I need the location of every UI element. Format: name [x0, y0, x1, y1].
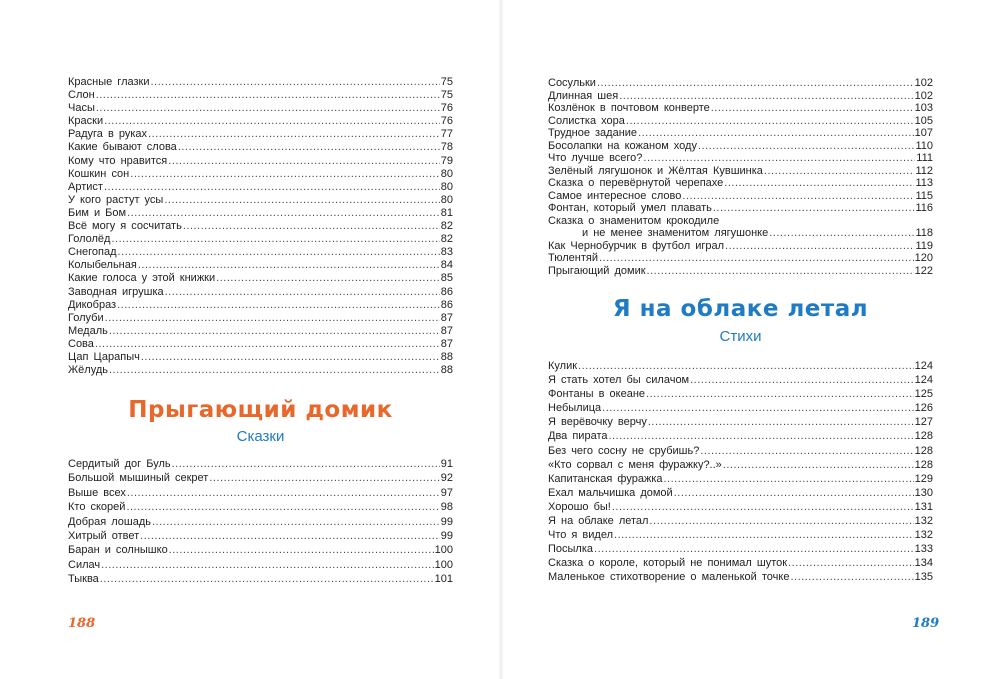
toc-entry-page: 125 [914, 388, 933, 401]
toc-entry [548, 387, 933, 401]
toc-entry [68, 351, 453, 364]
left-toc-list-1 [68, 76, 453, 377]
toc-entry [68, 233, 453, 246]
toc-entry [68, 558, 453, 572]
toc-entry-title: Небылица [548, 402, 602, 415]
dot-leader [141, 351, 440, 364]
toc-entry [548, 152, 933, 165]
toc-entry [548, 514, 933, 528]
toc-entry-title: Сердитый дог Буль [68, 458, 171, 470]
right-toc-list-2 [548, 359, 933, 585]
dot-leader [152, 515, 440, 529]
toc-entry-title: Баран и солнышко [68, 544, 168, 557]
right-section-subtitle: Стихи [719, 328, 762, 345]
toc-entry [548, 570, 933, 584]
toc-entry-page: 119 [915, 239, 933, 252]
toc-entry-title: Тюлентяй [548, 252, 598, 264]
toc-entry-page: 133 [914, 543, 933, 556]
toc-entry [548, 528, 933, 542]
dot-leader [602, 401, 914, 415]
toc-entry [548, 444, 933, 458]
dot-leader [643, 152, 915, 165]
toc-entry-title: Часы [68, 102, 95, 115]
toc-entry-title: Как Чернобурчик в футбол играл [548, 239, 725, 252]
toc-entry [68, 194, 453, 207]
toc-entry [68, 168, 453, 181]
toc-entry-page: 128 [914, 444, 933, 457]
dot-leader [127, 486, 440, 500]
toc-entry-title: Ехал мальчишка домой [548, 486, 673, 499]
toc-entry [548, 415, 933, 429]
toc-entry [548, 115, 933, 128]
toc-entry-title-continuation: и не менее знаменитом лягушонке [582, 227, 769, 239]
toc-entry-title: Трудное задание [548, 127, 638, 139]
toc-entry-title: Сова [68, 337, 94, 350]
toc-entry [68, 543, 453, 557]
dot-leader [105, 312, 440, 325]
dot-leader [690, 373, 914, 387]
dot-leader [788, 556, 914, 570]
toc-entry-title: Сказка о знаменитом крокодиле [548, 214, 720, 227]
dot-leader [790, 570, 913, 584]
dot-leader [104, 181, 440, 194]
dot-leader [118, 246, 440, 259]
toc-entry [548, 359, 933, 373]
toc-entry [548, 500, 933, 514]
toc-entry [68, 364, 453, 377]
dot-leader [619, 90, 913, 103]
toc-entry-page: 82 [440, 233, 453, 246]
dot-leader [164, 194, 439, 207]
dot-leader [183, 220, 440, 233]
toc-entry-title: Я стать хотел бы силачом [548, 374, 690, 387]
toc-entry-page: 76 [440, 102, 453, 115]
toc-entry-page: 86 [440, 285, 453, 298]
left-section-subtitle: Сказки [236, 428, 285, 445]
toc-entry [548, 165, 933, 178]
dot-leader [594, 542, 914, 556]
toc-entry [548, 177, 933, 190]
toc-entry [68, 259, 453, 272]
toc-entry-page: 126 [914, 402, 933, 415]
toc-entry-page: 101 [434, 573, 453, 586]
dot-leader [648, 415, 914, 429]
toc-entry-page: 77 [440, 128, 453, 141]
toc-entry-title: Сказка о короле, который не понимал шуток [548, 557, 788, 570]
toc-entry-title: Радуга в руках [68, 128, 148, 141]
toc-entry-title: Самое интересное слово [548, 189, 682, 202]
dot-leader [101, 558, 434, 572]
toc-entry-title: Артист [68, 180, 103, 193]
dot-leader [638, 127, 914, 140]
dot-leader [95, 338, 440, 351]
dot-leader [674, 486, 914, 500]
toc-entry [68, 457, 453, 471]
toc-entry [68, 312, 453, 325]
toc-entry-title: Какие голоса у этой книжки [68, 272, 216, 285]
book-gutter [498, 0, 504, 679]
toc-entry-page: 92 [440, 472, 453, 485]
toc-entry [68, 220, 453, 233]
toc-entry-page: 88 [440, 364, 453, 377]
dot-leader [578, 359, 914, 373]
toc-entry-title: Голуби [68, 311, 104, 324]
dot-leader [109, 325, 440, 338]
toc-entry [548, 556, 933, 570]
toc-entry-page: 82 [440, 220, 453, 233]
toc-entry-page: 83 [440, 246, 453, 259]
toc-entry-title: Босолапки на кожаном ходу [548, 139, 697, 152]
toc-entry-page: 87 [440, 324, 453, 337]
toc-entry-page: 116 [915, 202, 933, 214]
toc-entry-title: Силач [68, 558, 101, 571]
toc-entry [548, 542, 933, 556]
toc-entry-title: Добрая лошадь [68, 515, 151, 528]
toc-entry-page: 132 [914, 515, 933, 528]
toc-entry-title: Посылка [548, 543, 594, 556]
toc-entry-title: Большой мышиный секрет [68, 472, 209, 485]
toc-entry [548, 202, 933, 215]
toc-entry [68, 272, 453, 285]
toc-entry-page: 75 [440, 76, 453, 88]
toc-entry-page: 130 [914, 486, 933, 499]
toc-entry-title: Цап Царапыч [68, 350, 140, 363]
toc-entry-continuation [548, 227, 933, 240]
dot-leader [127, 207, 440, 220]
toc-entry-page: 81 [440, 206, 453, 219]
dot-leader [646, 387, 914, 401]
toc-entry-page: 99 [440, 515, 453, 528]
toc-entry [68, 471, 453, 485]
toc-entry-page: 98 [440, 501, 453, 514]
dot-leader [764, 165, 915, 178]
right-toc-list-1 [548, 77, 933, 277]
toc-entry-title: Что я видел [548, 529, 614, 542]
toc-entry-page: 78 [440, 141, 453, 154]
dot-leader [165, 286, 440, 299]
toc-entry-title: Два пирата [548, 430, 608, 443]
toc-entry-page: 129 [914, 472, 933, 485]
toc-entry [548, 90, 933, 103]
toc-entry [68, 299, 453, 312]
toc-entry-title: Снегопад [68, 246, 117, 259]
toc-entry-page: 128 [914, 458, 933, 471]
toc-entry [548, 472, 933, 486]
toc-entry [548, 77, 933, 90]
toc-entry [68, 500, 453, 514]
toc-entry-page: 100 [434, 558, 453, 571]
toc-entry-title: Жёлудь [68, 364, 108, 377]
dot-leader [711, 102, 914, 115]
toc-entry-title: «Кто сорвал с меня фуражку?..» [548, 458, 722, 471]
toc-entry [548, 373, 933, 387]
dot-leader [96, 102, 440, 115]
dot-leader [126, 500, 439, 514]
dot-leader [713, 202, 915, 215]
toc-entry-page: 111 [916, 152, 933, 164]
toc-entry-title: Медаль [68, 324, 108, 337]
toc-entry-title: Солистка хора [548, 114, 625, 127]
dot-leader [725, 240, 914, 253]
toc-entry [68, 102, 453, 115]
toc-entry [68, 325, 453, 338]
toc-entry-title: Маленькое стихотворение о маленькой точке [548, 571, 790, 584]
dot-leader [104, 115, 440, 128]
toc-entry-page: 110 [915, 139, 933, 152]
dot-leader [682, 190, 914, 203]
toc-entry-page: 134 [914, 557, 933, 570]
toc-entry [68, 246, 453, 259]
toc-entry-page: 128 [914, 430, 933, 443]
toc-entry-page: 88 [440, 350, 453, 363]
toc-entry [68, 115, 453, 128]
dot-leader [169, 543, 434, 557]
toc-entry [548, 140, 933, 153]
dot-leader [597, 77, 914, 90]
toc-entry-title: Капитанская фуражка [548, 472, 663, 485]
toc-entry-title: Фонтаны в океане [548, 388, 646, 401]
toc-entry-title: Кто скорей [68, 501, 126, 514]
toc-entry-title: Прыгающий домик [548, 264, 646, 277]
toc-entry [68, 338, 453, 351]
toc-entry-title: Гололёд [68, 233, 111, 246]
toc-entry-title: Кому что нравится [68, 154, 168, 167]
toc-entry [548, 401, 933, 415]
toc-entry [68, 141, 453, 154]
dot-leader [209, 471, 439, 485]
toc-entry-title: Фонтан, который умел плавать [548, 202, 712, 214]
dot-leader [138, 259, 440, 272]
dot-leader [614, 528, 914, 542]
dot-leader [117, 299, 440, 312]
dot-leader [109, 364, 440, 377]
toc-entry-page: 135 [914, 571, 933, 584]
toc-entry-title: Краски [68, 115, 104, 128]
toc-entry [68, 76, 453, 89]
toc-entry-title: Я на облаке летал [548, 515, 649, 528]
toc-entry-title: Козлёнок в почтовом конверте [548, 102, 710, 114]
toc-entry-page: 107 [914, 127, 933, 139]
toc-entry-title: Без чего сосну не срубишь? [548, 444, 700, 457]
toc-entry [68, 207, 453, 220]
toc-entry-title: У кого растут усы [68, 193, 164, 206]
dot-leader [216, 272, 440, 285]
toc-entry [548, 240, 933, 253]
toc-entry-page: 91 [440, 458, 453, 470]
toc-entry-page: 122 [914, 264, 933, 277]
toc-entry [548, 102, 933, 115]
toc-entry-page: 79 [440, 154, 453, 167]
right-page-number: 189 [912, 616, 940, 631]
dot-leader [612, 500, 914, 514]
dot-leader [769, 227, 914, 240]
toc-entry-page: 131 [914, 500, 933, 513]
toc-entry-title: Сосульки [548, 77, 596, 89]
toc-entry [68, 486, 453, 500]
toc-entry-page: 132 [914, 529, 933, 542]
toc-entry [68, 515, 453, 529]
toc-entry-title: Какие бывают слова [68, 141, 177, 154]
toc-entry-page: 105 [914, 114, 933, 127]
dot-leader [172, 457, 440, 471]
toc-entry-title: Зелёный лягушонок и Жёлтая Кувшинка [548, 164, 763, 177]
dot-leader [723, 458, 914, 472]
dot-leader [698, 140, 914, 153]
toc-entry-page: 85 [440, 272, 453, 285]
toc-entry-page: 87 [440, 337, 453, 350]
toc-entry-title: Бим и Бом [68, 206, 127, 219]
toc-entry-title: Тыква [68, 573, 99, 586]
toc-entry-title: Колыбельная [68, 259, 137, 272]
left-page-number: 188 [68, 616, 96, 631]
toc-entry-page: 97 [440, 486, 453, 499]
toc-entry-title: Всё могу я сосчитать [68, 220, 182, 233]
toc-entry-page: 76 [440, 115, 453, 128]
dot-leader [626, 115, 914, 128]
toc-entry-title: Слон [68, 89, 95, 102]
dot-leader [168, 155, 439, 168]
toc-entry-title: Кулик [548, 360, 578, 372]
toc-entry [548, 265, 933, 278]
dot-leader [608, 429, 913, 443]
toc-entry-page: 112 [915, 164, 933, 177]
toc-entry-page: 87 [440, 311, 453, 324]
dot-leader [111, 233, 439, 246]
dot-leader [599, 252, 914, 265]
toc-entry [548, 190, 933, 203]
toc-entry-page: 99 [440, 529, 453, 542]
toc-entry-page: 80 [440, 167, 453, 180]
toc-entry-title: Я верёвочку верчу [548, 416, 647, 429]
toc-entry-title: Длинная шея [548, 89, 619, 102]
toc-entry [68, 181, 453, 194]
toc-entry [548, 486, 933, 500]
toc-entry [68, 529, 453, 543]
toc-entry [548, 252, 933, 265]
dot-leader [96, 89, 440, 102]
toc-entry-title: Что лучше всего? [548, 152, 643, 164]
toc-entry-page: 103 [914, 102, 933, 114]
toc-entry-page: 75 [440, 89, 453, 102]
dot-leader [724, 177, 914, 190]
dot-leader [649, 514, 913, 528]
dot-leader [150, 76, 439, 89]
toc-entry [68, 89, 453, 102]
toc-entry-page: 120 [914, 252, 933, 264]
toc-entry-page: 115 [915, 189, 933, 202]
toc-entry [548, 458, 933, 472]
toc-entry [548, 429, 933, 443]
toc-entry [548, 215, 933, 228]
left-toc-list-2 [68, 457, 453, 587]
toc-entry-title: Хорошо бы! [548, 500, 611, 513]
toc-entry-title: Красные глазки [68, 76, 150, 88]
toc-entry-title: Заводная игрушка [68, 285, 164, 298]
toc-entry [68, 128, 453, 141]
toc-entry-page: 80 [440, 193, 453, 206]
dot-leader [148, 128, 440, 141]
toc-entry-title: Дикобраз [68, 298, 117, 311]
left-section-title: Прыгающий домик [128, 397, 393, 423]
dot-leader [700, 444, 913, 458]
toc-entry-title: Кошкин сон [68, 167, 130, 180]
dot-leader [647, 265, 914, 278]
toc-entry-page: 113 [915, 177, 933, 189]
toc-entry-page: 80 [440, 180, 453, 193]
toc-entry-page: 127 [914, 416, 933, 429]
toc-entry-page: 102 [914, 77, 933, 89]
toc-entry-title: Хитрый ответ [68, 529, 140, 542]
dot-leader [664, 472, 914, 486]
right-section-title: Я на облаке летал [612, 296, 869, 322]
toc-entry-page: 102 [914, 89, 933, 102]
toc-entry-page: 100 [434, 544, 453, 557]
toc-entry [68, 572, 453, 586]
toc-entry-page: 118 [915, 227, 933, 239]
toc-entry-title: Сказка о перевёрнутой черепахе [548, 177, 724, 189]
toc-entry-page: 124 [914, 374, 933, 387]
toc-entry [548, 127, 933, 140]
toc-entry-page: 86 [440, 298, 453, 311]
dot-leader [130, 168, 439, 181]
toc-entry-title: Выше всех [68, 486, 126, 499]
toc-entry [68, 155, 453, 168]
dot-leader [140, 529, 440, 543]
toc-entry [68, 286, 453, 299]
dot-leader [100, 572, 434, 586]
toc-entry-page: 84 [440, 259, 453, 272]
dot-leader [178, 141, 440, 154]
toc-entry-page: 124 [914, 360, 933, 372]
